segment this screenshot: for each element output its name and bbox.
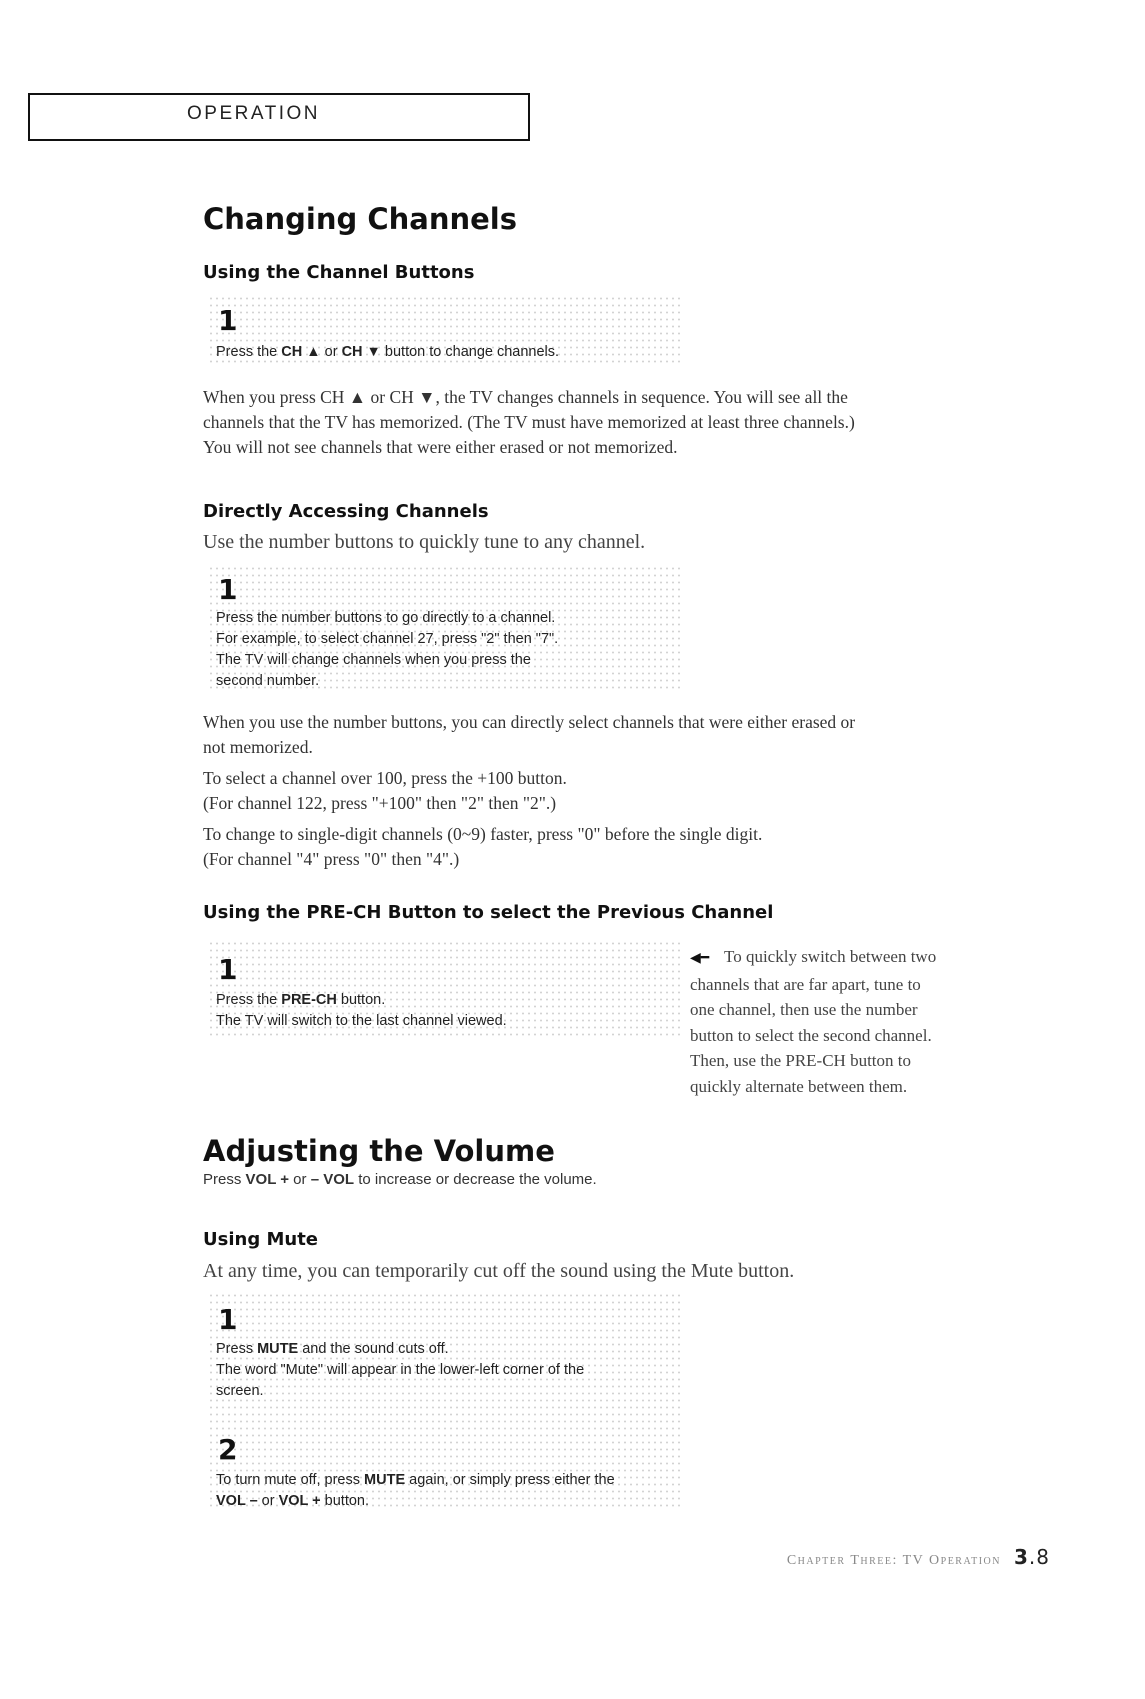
direct-access-paragraphs: When you use the number buttons, you can directly select channels that were either erased or not memorized. To select a channel over 100, press the +100 button. (For channel 122, press "+100" then "2" then "2".) To change to single-digit channels (0~9) faster, press "0" before the single digit. (For channel "4" press "0" then "4".) [203,712,856,869]
step-number: 1 [218,1303,238,1336]
step-number: 1 [218,953,238,986]
page-number: 3.8 [1013,1545,1050,1569]
section-tab-label: OPERATION [187,103,320,124]
direct-access-intro: Use the number buttons to quickly tune to any channel. [203,531,646,553]
prech-heading: Using the PRE-CH Button to select the Previous Channel [203,902,774,923]
prech-step-box [208,940,684,1038]
step-number: 2 [218,1433,238,1466]
volume-intro: Press VOL + or – VOL to increase or decrease the volume. [203,1171,597,1188]
mute-heading: Using Mute [203,1229,319,1250]
step-text: To turn mute off, press MUTE again, or simply press either the VOL – or VOL + button. [216,1472,615,1509]
prech-tip-note: ◀━ To quickly switch between two channels that are far apart, tune to one channel, then use the number button to select the second channel. Then, use the PRE-CH button to quickly alternate between them. [690,947,937,1096]
mute-intro: At any time, you can temporarily cut off the sound using the Mute button. [203,1260,795,1282]
step-text: Press the PRE-CH button. The TV will switch to the last channel viewed. [216,992,507,1029]
mute-step-box [208,1292,684,1510]
page-footer [787,1545,1050,1569]
step-text: Press the CH ▲ or CH ▼ button to change channels. [216,344,560,360]
channel-buttons-step-box [208,295,684,367]
direct-access-step-box [208,565,684,693]
step-text: Press the number buttons to go directly to a channel. For example, to select channel 27, press "2" then "7". The TV will change channels when you press the second number. [216,610,559,689]
chapter-label: Chapter Three: TV Operation [786,1553,1001,1568]
step-number: 1 [218,573,238,606]
step-number: 1 [218,304,238,337]
section-tab [28,93,530,141]
channel-buttons-paragraph: When you press CH ▲ or CH ▼, the TV changes channels in sequence. You will see all the channels that the TV has memorized. (The TV must have memorized at least three channels.) You will not see channels that were either erased or not memorized. [203,387,855,457]
step-text: Press MUTE and the sound cuts off. The word "Mute" will appear in the lower-left corner of the screen. [216,1341,585,1399]
channel-buttons-heading: Using the Channel Buttons [203,262,475,283]
direct-access-heading: Directly Accessing Channels [203,501,489,522]
arrow-left-icon: ◀━ [690,950,710,966]
changing-channels-title: Changing Channels [203,202,518,236]
adjusting-volume-title: Adjusting the Volume [203,1134,555,1168]
